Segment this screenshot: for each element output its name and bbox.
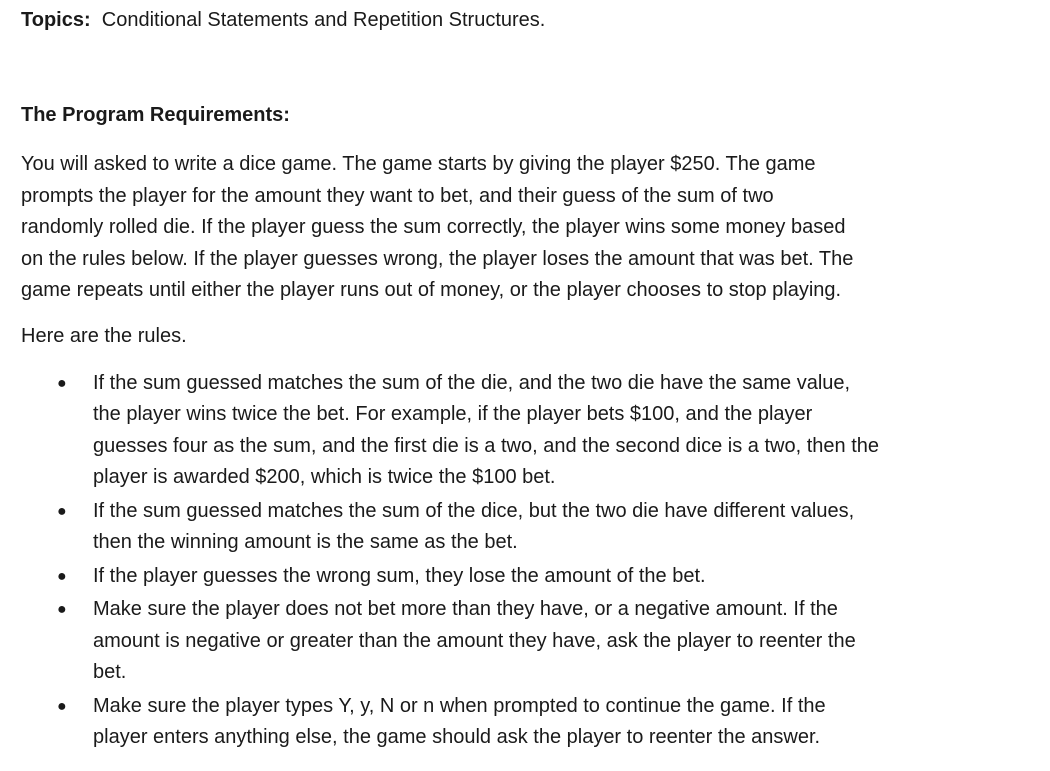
bullet-icon: ● bbox=[57, 601, 67, 618]
rule-line: player enters anything else, the game should ask the player to reenter the answer. bbox=[93, 726, 821, 748]
rule-line: guesses four as the sum, and the first die is a two, and the second dice is a two, then the bbox=[93, 434, 880, 457]
topics-line bbox=[21, 6, 1031, 34]
intro-paragraph bbox=[21, 149, 961, 307]
topics-label: Topics: bbox=[21, 9, 91, 31]
rule-line: bet. bbox=[93, 661, 127, 683]
rule-line: Make sure the player types Y, y, N or n when prompted to continue the game. If the bbox=[93, 694, 826, 717]
rule-line: then the winning amount is the same as the bet. bbox=[93, 531, 518, 553]
bullet-icon: ● bbox=[57, 697, 67, 715]
intro-line: game repeats until either the player runs out of money, or the player chooses to stop playing. bbox=[21, 279, 842, 301]
intro-line: on the rules below. If the player guesses wrong, the player loses the amount that was bet. The bbox=[21, 247, 854, 270]
rule-line: Make sure the player does not bet more than they have, or a negative amount. If the bbox=[93, 598, 838, 620]
rule-item bbox=[21, 368, 1031, 494]
rule-line: player is awarded $200, which is twice the $100 bet. bbox=[93, 466, 556, 488]
intro-line: You will asked to write a dice game. The game starts by giving the player $250. The game bbox=[21, 153, 816, 175]
intro-line: randomly rolled die. If the player guess the sum correctly, the player wins some money based bbox=[21, 216, 846, 238]
rules-list bbox=[21, 368, 1031, 754]
section-heading: The Program Requirements: bbox=[21, 104, 290, 126]
rule-item bbox=[21, 561, 1031, 593]
rule-item bbox=[21, 496, 1031, 559]
bullet-icon: ● bbox=[57, 567, 67, 585]
rule-item bbox=[21, 691, 1031, 754]
rule-line: amount is negative or greater than the amount they have, ask the player to reenter the bbox=[93, 629, 856, 652]
bullet-icon: ● bbox=[57, 374, 67, 392]
rule-line: If the player guesses the wrong sum, they lose the amount of the bet. bbox=[93, 564, 706, 587]
rule-line: the player wins twice the bet. For example, if the player bets $100, and the player bbox=[93, 403, 813, 425]
rule-line: If the sum guessed matches the sum of the die, and the two die have the same value, bbox=[93, 371, 851, 394]
rules-intro: Here are the rules. bbox=[21, 324, 187, 347]
intro-line: prompts the player for the amount they want to bet, and their guess of the sum of two bbox=[21, 184, 774, 207]
rule-line: If the sum guessed matches the sum of the dice, but the two die have different values, bbox=[93, 499, 855, 522]
topics-text: Conditional Statements and Repetition Structures. bbox=[101, 9, 546, 31]
rule-item bbox=[21, 594, 1031, 689]
bullet-icon: ● bbox=[57, 502, 67, 520]
document-page bbox=[21, 0, 1031, 756]
